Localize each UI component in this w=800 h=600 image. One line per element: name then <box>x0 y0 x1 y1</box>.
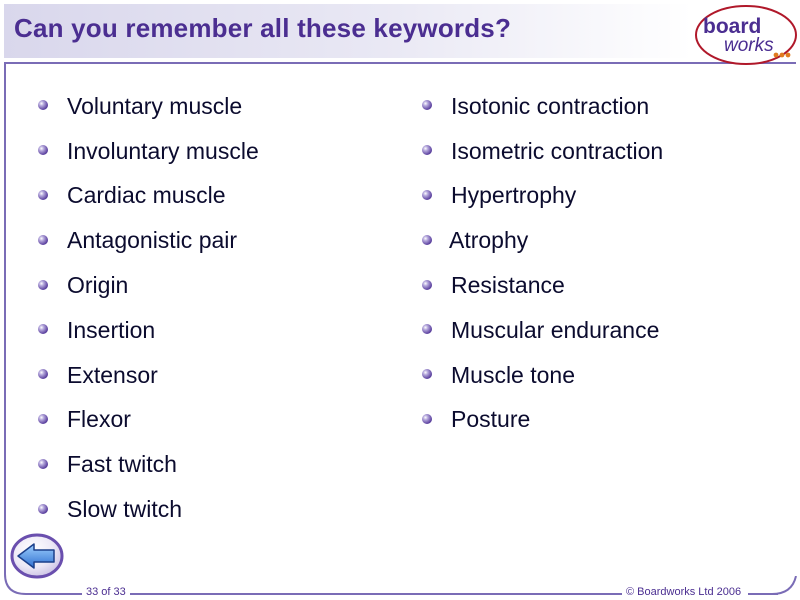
keyword-text: Posture <box>451 406 531 433</box>
keyword-text: Insertion <box>67 316 156 343</box>
list-item <box>422 398 663 443</box>
list-item <box>422 129 663 174</box>
keyword-text: Muscle tone <box>451 361 576 388</box>
list-item <box>38 353 259 398</box>
copyright-notice: © Boardworks Ltd 2006 <box>622 586 745 598</box>
keyword-text: Hypertrophy <box>451 182 577 209</box>
keyword-list-right <box>422 84 663 442</box>
bullet-icon <box>422 100 432 110</box>
header-divider <box>4 62 796 64</box>
logo-word-works: works <box>724 35 774 56</box>
bullet-icon <box>422 369 432 379</box>
list-item <box>38 442 259 487</box>
list-item <box>422 84 663 129</box>
list-item <box>422 218 663 263</box>
bullet-icon <box>38 504 48 514</box>
list-item <box>422 263 663 308</box>
bullet-icon <box>38 235 48 245</box>
bullet-icon <box>38 190 48 200</box>
bullet-icon <box>38 100 48 110</box>
keyword-text: Extensor <box>67 361 158 388</box>
footer-line-middle <box>130 593 622 595</box>
list-item <box>38 398 259 443</box>
frame-bottom-right-corner <box>772 576 798 596</box>
keyword-text: Muscular endurance <box>451 316 660 343</box>
bullet-icon <box>422 324 432 334</box>
keyword-text: Slow twitch <box>67 496 183 523</box>
list-item <box>422 308 663 353</box>
footer-line-left <box>70 593 82 595</box>
list-item <box>38 174 259 219</box>
bullet-icon <box>422 280 432 290</box>
keyword-list-left <box>38 84 259 532</box>
bullet-icon <box>422 190 432 200</box>
logo-word-board: board <box>703 15 762 38</box>
keyword-text: Isotonic contraction <box>451 92 650 119</box>
bullet-icon <box>38 369 48 379</box>
bullet-icon <box>422 235 432 245</box>
frame-left-line <box>4 64 6 544</box>
bullet-icon <box>422 414 432 424</box>
list-item <box>38 308 259 353</box>
slide-title: Can you remember all these keywords? <box>14 13 512 43</box>
back-button[interactable] <box>10 533 64 579</box>
keyword-text: Resistance <box>451 272 565 299</box>
bullet-icon <box>38 280 48 290</box>
keyword-text: Origin <box>67 272 129 299</box>
list-item <box>422 353 663 398</box>
keyword-text: Atrophy <box>449 227 529 254</box>
bullet-icon <box>38 145 48 155</box>
bullet-icon <box>38 324 48 334</box>
keyword-text: Antagonistic pair <box>67 227 238 254</box>
list-item <box>38 129 259 174</box>
bullet-icon <box>38 459 48 469</box>
page-number: 33 of 33 <box>82 586 130 598</box>
keyword-text: Flexor <box>67 406 131 433</box>
keyword-text: Involuntary muscle <box>67 137 259 164</box>
list-item <box>422 174 663 219</box>
bullet-icon <box>422 145 432 155</box>
keyword-text: Fast twitch <box>67 451 177 478</box>
list-item <box>38 263 259 308</box>
list-item <box>38 218 259 263</box>
list-item <box>38 84 259 129</box>
keyword-text: Cardiac muscle <box>67 182 226 209</box>
boardworks-logo <box>694 4 798 66</box>
bullet-icon <box>38 414 48 424</box>
keyword-text: Isometric contraction <box>451 137 664 164</box>
list-item <box>38 487 259 532</box>
keyword-text: Voluntary muscle <box>67 92 243 119</box>
